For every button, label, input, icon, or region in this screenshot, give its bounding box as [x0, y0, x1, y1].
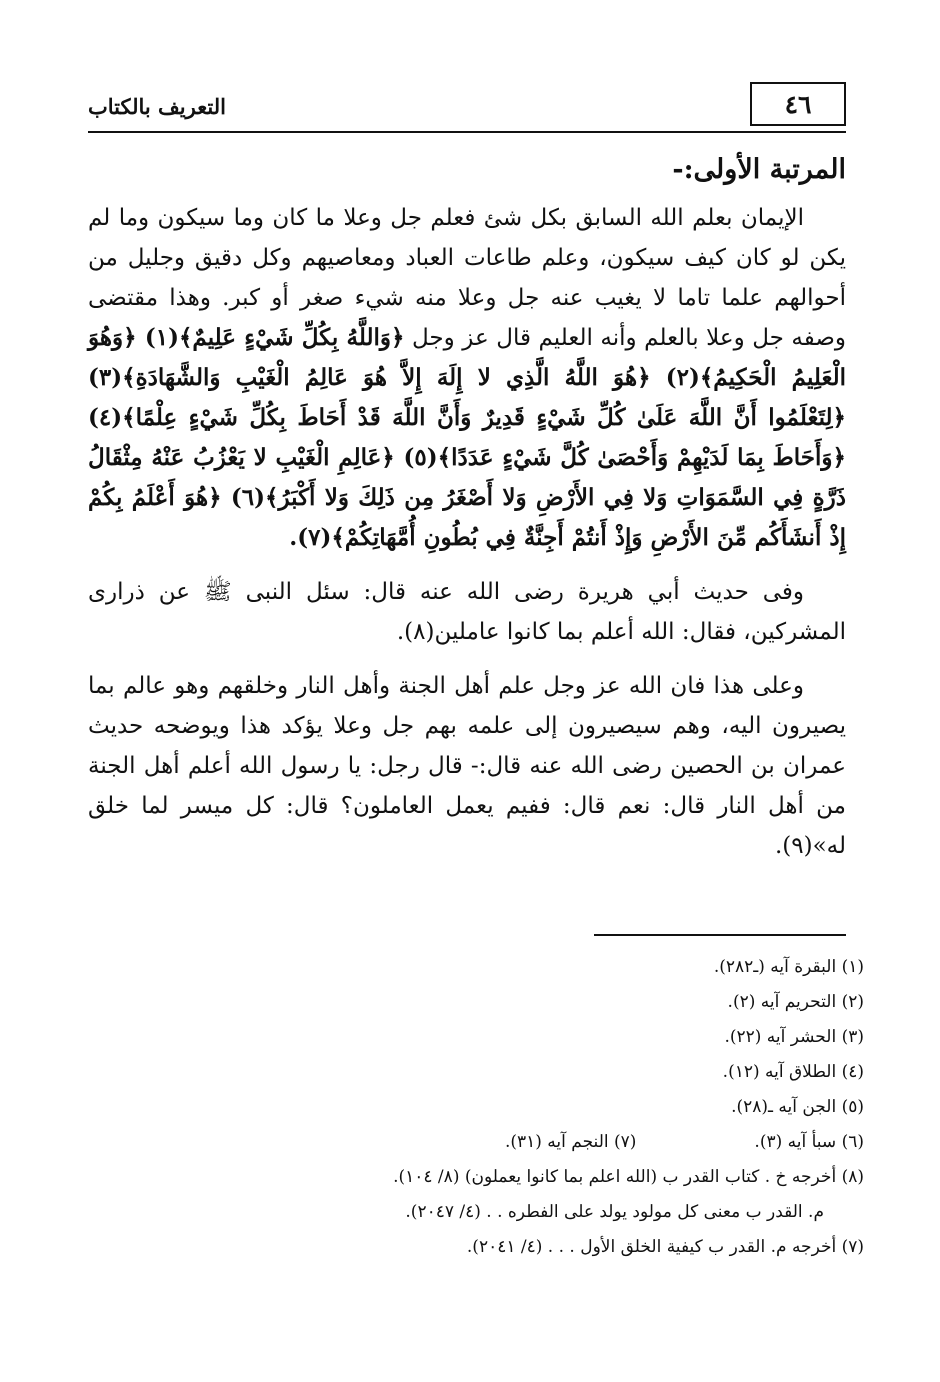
quran-verses: ﴿وَاللَّهُ بِكُلِّ شَيْءٍ عَلِيمٌ﴾(١) ﴿وَهُوَ الْعَلِيمُ الْحَكِيمُ﴾(٢) ﴿هُوَ اللَّهُ الَّذِي لا إِلَهَ إِلاَّ هُوَ عَالِمُ الْغَيْبِ وَالشَّهَادَةِ﴾(٣) ﴿لِتَعْلَمُوا أَنَّ اللَّهَ عَلَىٰ كُلِّ شَيْءٍ قَدِيرٌ وَأَنَّ اللَّهَ قَدْ أَحَاطَ بِكُلِّ شَيْءٍ عِلْمًا﴾(٤) ﴿وَأَحَاطَ بِمَا لَدَيْهِمْ وَأَحْصَىٰ كُلَّ شَيْءٍ عَدَدًا﴾(٥) ﴿عَالِمِ الْغَيْبِ لا يَعْزُبُ عَنْهُ مِثْقَالُ ذَرَّةٍ فِي السَّمَوَاتِ وَلا فِي الأَرْضِ وَلا أَصْغَرُ مِن ذَلِكَ وَلا أَكْبَرُ﴾(٦) ﴿هُوَ أَعْلَمُ بِكُمْ إِذْ أَنشَأَكُم مِّنَ الأَرْضِ وَإِذْ أَنتُمْ أَجِنَّةٌ فِي بُطُونِ أُمَّهَاتِكُمْ﴾(٧). [88, 324, 846, 551]
footnote-divider [594, 934, 846, 936]
footnote-3: (٣) الحشر آيه (٢٢). [724, 1027, 864, 1047]
footnote-4: (٤) الطلاق آيه (١٢). [722, 1062, 864, 1082]
paragraph-first-rank [88, 198, 846, 558]
section-heading: المرتبة الأولى:- [672, 154, 846, 185]
paragraph-text: الإيمان بعلم الله السابق بكل شئ فعلم جل وعلا ما كان وما سيكون وما لم يكن لو كان كيف سيكون، وعلم طاعات العباد ومعاصيهم وكل دقيق وجليل من أحوالهم علما تاما لا يغيب عنه جل وعلا منه شيء صغر أو كبر. وهذا مقتضى وصفه جل وعلا بالعلم وأنه العليم قال عز وجل [88, 205, 847, 351]
footnote-row-6-7 [88, 1125, 864, 1160]
paragraph-imran-hadith: وعلى هذا فان الله عز وجل علم أهل الجنة وأهل النار وخلقهم وهو عالم بما يصيرون اليه، وهم سيصيرون إلى علمه بهم جل وعلا يؤكد هذا ويوضحه حديث عمران بن الحصين رضى الله عنه قال:- قال رجل: يا رسول الله أعلم أهل الجنة من أهل النار قال: نعم قال: ففيم يعمل العاملون؟ قال: كل ميسر لما خلق له»(٩). [88, 673, 846, 859]
footnote-8-continued: م. القدر ب معنى كل مولود يولد على الفطره . . (٤/ ٢٠٤٧). [405, 1202, 824, 1222]
footnotes [88, 950, 864, 1265]
main-text [88, 148, 846, 880]
footnote-6: (٦) سبأ آيه (٣). [754, 1132, 864, 1152]
paragraph-abu-hurayra-hadith: وفى حديث أبي هريرة رضى الله عنه قال: سئل النبى ﷺ عن ذرارى المشركين، فقال: الله أعلم بما كانوا عاملين(٨). [88, 579, 846, 645]
footnote-8: (٨) أخرجه خ . كتاب القدر ب (الله اعلم بما كانوا يعملون) (٨/ ١٠٤). [393, 1167, 864, 1187]
footnote-7b: (٧) أخرجه م. القدر ب كيفية الخلق الأول . . . (٤/ ٢٠٤١). [466, 1237, 864, 1257]
footnote-7a: (٧) النجم آيه (٣١). [504, 1132, 637, 1152]
page-header [88, 82, 846, 134]
running-title: التعريف بالكتاب [88, 94, 226, 119]
header-divider [88, 131, 846, 133]
footnote-5: (٥) الجن آيه ـ(٢٨). [731, 1097, 864, 1117]
footnote-2: (٢) التحريم آيه (٢). [727, 992, 864, 1012]
footnote-1: (١) البقرة آيه (ـ٢٨٢). [713, 957, 864, 977]
page-number: ٤٦ [750, 82, 846, 126]
